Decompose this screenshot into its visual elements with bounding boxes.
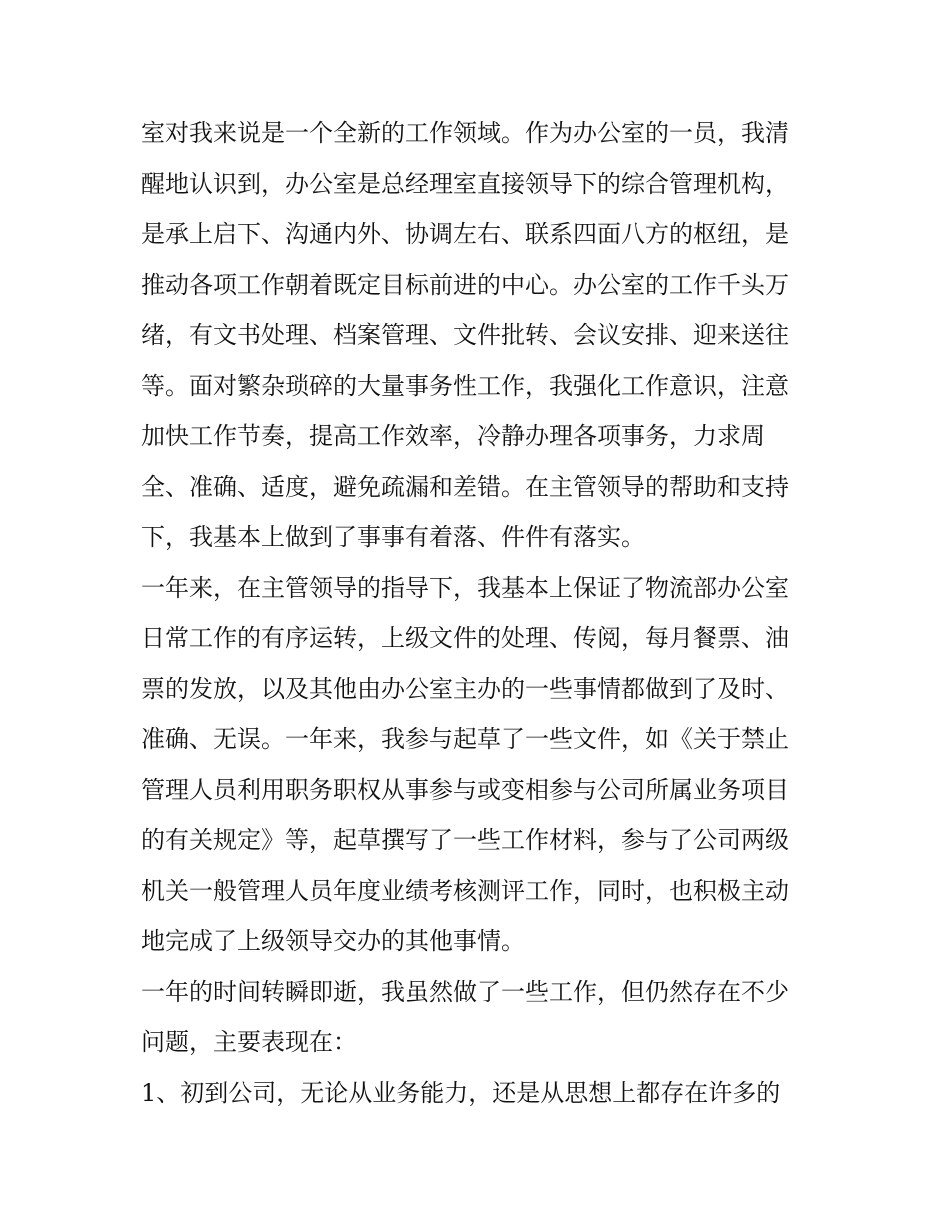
text-line: 管理人员利用职务职权从事参与或变相参与公司所属业务项目 bbox=[141, 775, 789, 804]
text-line: 机关一般管理人员年度业绩考核测评工作，同时，也积极主动 bbox=[141, 876, 789, 905]
text-line: 推动各项工作朝着既定目标前进的中心。办公室的工作千头万 bbox=[141, 270, 789, 299]
text-line: 日常工作的有序运转，上级文件的处理、传阅，每月餐票、油 bbox=[141, 624, 789, 652]
text-line: 全、准确、适度，避免疏漏和差错。在主管领导的帮助和支持 bbox=[141, 472, 789, 501]
body-text bbox=[141, 108, 821, 1118]
text-line: 等。面对繁杂琐碎的大量事务性工作，我强化工作意识，注意 bbox=[141, 371, 789, 400]
text-line: 是承上启下、沟通内外、协调左右、联系四面八方的枢纽，是 bbox=[141, 220, 789, 248]
text-line: 问题，主要表现在： bbox=[141, 1028, 357, 1056]
text-line: 下，我基本上做到了事事有着落、件件有落实。 bbox=[141, 523, 645, 551]
text-line: 绪，有文书处理、档案管理、文件批转、会议安排、迎来送往 bbox=[141, 321, 789, 349]
text-line: 一年的时间转瞬即逝，我虽然做了一些工作，但仍然存在不少 bbox=[141, 977, 789, 1006]
text-line: 醒地认识到，办公室是总经理室直接领导下的综合管理机构， bbox=[141, 169, 789, 198]
text-line: 室对我来说是一个全新的工作领域。作为办公室的一员，我清 bbox=[141, 119, 789, 147]
text-line: 一年来，在主管领导的指导下，我基本上保证了物流部办公室 bbox=[141, 573, 789, 602]
text-line: 准确、无误。一年来，我参与起草了一些文件，如《关于禁止 bbox=[141, 725, 789, 753]
text-line: 加快工作节奏，提高工作效率，冷静办理各项事务，力求周 bbox=[141, 422, 765, 450]
text-line: 1、初到公司，无论从业务能力，还是从思想上都存在许多的 bbox=[141, 1078, 781, 1107]
text-line: 的有关规定》等，起草撰写了一些工作材料，参与了公司两级 bbox=[141, 826, 789, 854]
text-line: 地完成了上级领导交办的其他事情。 bbox=[141, 927, 525, 955]
text-line: 票的发放，以及其他由办公室主办的一些事情都做到了及时、 bbox=[141, 674, 789, 703]
